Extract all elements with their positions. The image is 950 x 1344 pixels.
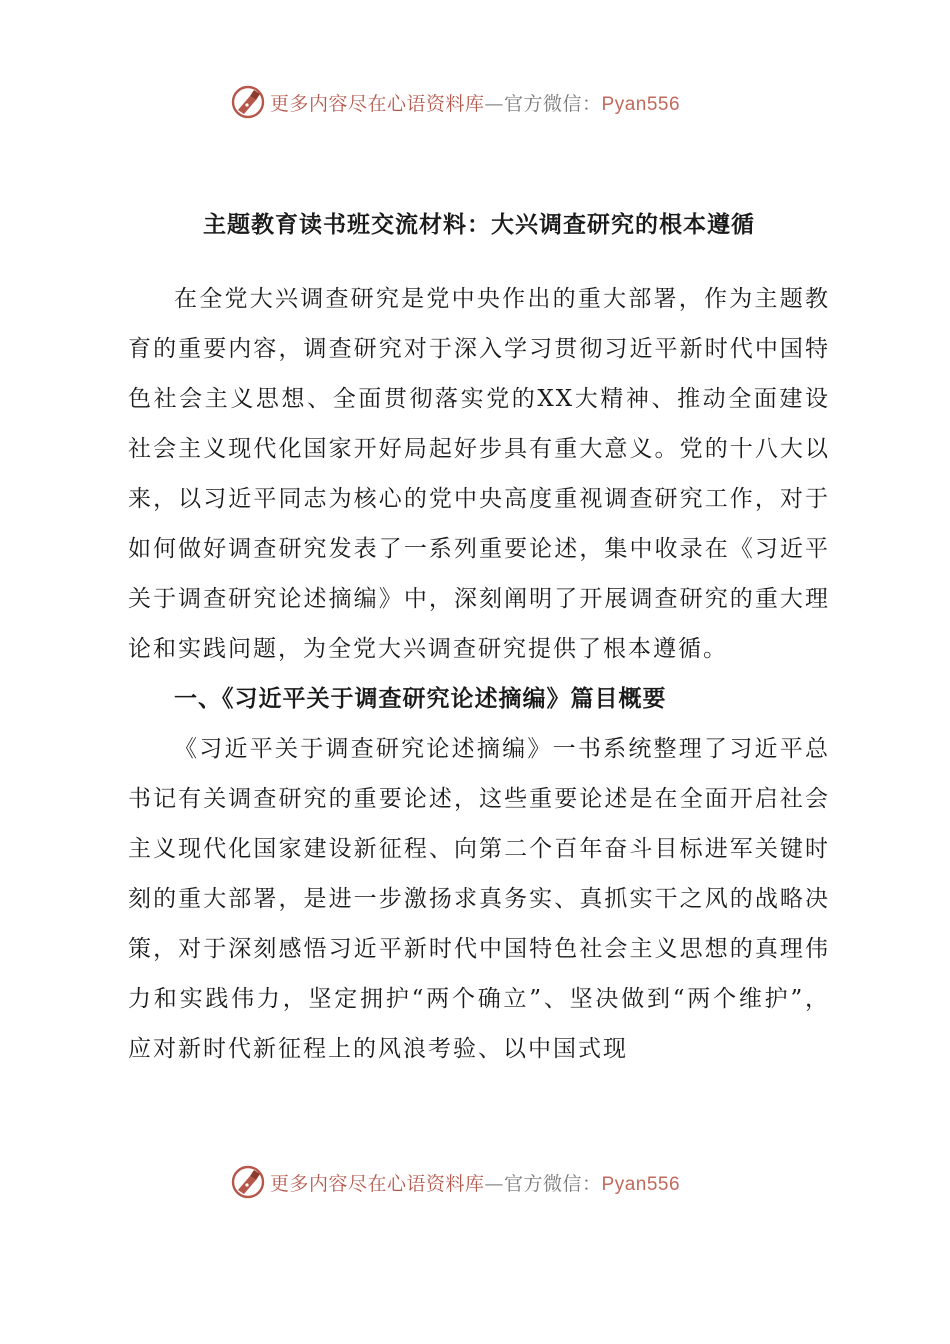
watermark-label: 官方微信： [504, 1172, 602, 1195]
watermark-separator: — [484, 1172, 505, 1195]
section-heading: 一、《习近平关于调查研究论述摘编》篇目概要 [174, 686, 667, 712]
pen-nib-logo-icon [230, 84, 266, 120]
watermark-banner-top [230, 82, 750, 122]
watermark-account: Pyan556 [601, 93, 681, 115]
paragraph-overview: 《习近平关于调查研究论述摘编》一书系统整理了习近平总书记有关调查研究的重要论述，这些重要论述是在全面开启社会主义现代化国家建设新征程、向第二个百年奋斗目标进军关键时刻的重大部署，是进一步激扬求真务实、真抓实干之风的战略决策，对于深刻感悟习近平新时代中国特色社会主义思想的真理伟力和实践伟力，坚定拥护“两个确立”、坚决做到“两个维护”，应对新时代新征程上的风浪考验、以中国式现 [128, 736, 830, 1062]
watermark-text [270, 1169, 680, 1196]
watermark-text [270, 89, 680, 116]
document-title: 主题教育读书班交流材料：大兴调查研究的根本遵循 [203, 212, 755, 238]
pen-nib-logo-icon [230, 1164, 266, 1200]
watermark-brand: 更多内容尽在心语资料库 [270, 1172, 485, 1195]
watermark-brand: 更多内容尽在心语资料库 [270, 92, 485, 115]
watermark-label: 官方微信： [504, 92, 602, 115]
watermark-account: Pyan556 [601, 1173, 681, 1195]
watermark-banner-bottom [230, 1162, 750, 1202]
watermark-separator: — [484, 92, 505, 115]
paragraph-intro: 在全党大兴调查研究是党中央作出的重大部署，作为主题教育的重要内容，调查研究对于深入学习贯彻习近平新时代中国特色社会主义思想、全面贯彻落实党的XX大精神、推动全面建设社会主义现代化国家开好局起好步具有重大意义。党的十八大以来，以习近平同志为核心的党中央高度重视调查研究工作，对于如何做好调查研究发表了一系列重要论述，集中收录在《习近平关于调查研究论述摘编》中，深刻阐明了开展调查研究的重大理论和实践问题，为全党大兴调查研究提供了根本遵循。 [128, 286, 830, 662]
document-body [128, 200, 830, 1074]
